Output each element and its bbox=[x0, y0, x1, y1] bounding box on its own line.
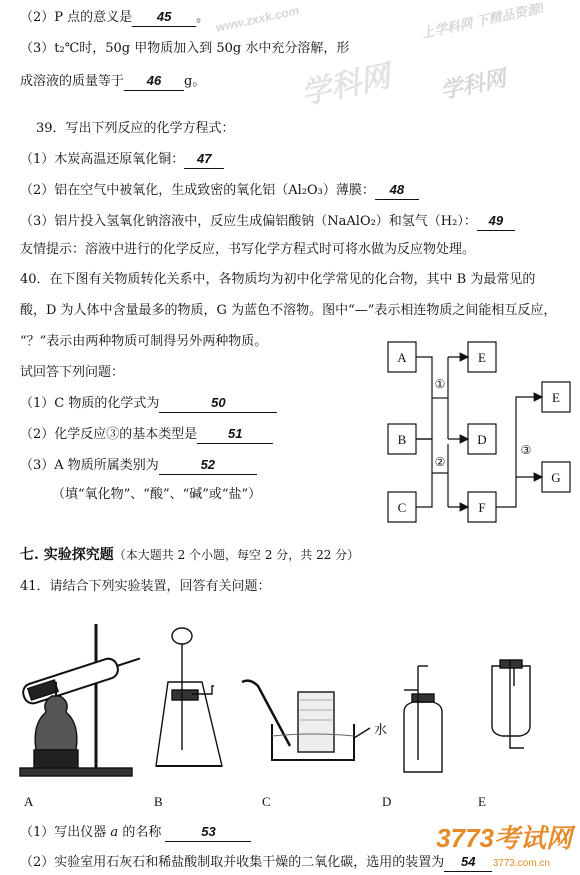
brand-watermark: 3773考试网 bbox=[436, 823, 572, 853]
apparatus-D bbox=[404, 666, 442, 772]
q39-part3 bbox=[20, 212, 515, 231]
q40-stem-1: 40．在下图有关物质转化关系中，各物质均为初中化学常见的化合物，其中 B 为最常见的 bbox=[20, 272, 536, 287]
answer-blank-46[interactable]: 46 bbox=[124, 72, 184, 91]
section7-title: 七. 实验探究题 bbox=[20, 547, 114, 563]
q38-part3-line2 bbox=[20, 72, 205, 91]
q41-p1-text: （1）写出仪器 bbox=[20, 825, 107, 840]
section7-note: （本大题共 2 个小题，每空 2 分，共 22 分） bbox=[113, 548, 360, 562]
q40-stem-2: 酸，D 为人体中含量最多的物质，G 为蓝色不溶物。图中“—”表示相连物质之间能相互反应， bbox=[20, 303, 557, 318]
label-E-right: E bbox=[552, 390, 560, 405]
answer-blank-53[interactable]: 53 bbox=[165, 823, 251, 842]
q39-tip: 友情提示：溶液中进行的化学反应，书写化学方程式时可将水做为反应物处理。 bbox=[20, 242, 476, 257]
watermark-big: 学科网 bbox=[298, 59, 394, 111]
answer-blank-50[interactable]: 50 bbox=[159, 394, 277, 413]
q40-p1-text: （1）C 物质的化学式为 bbox=[20, 396, 160, 411]
q40-p2-text: （2）化学反应③的基本类型是 bbox=[20, 427, 198, 442]
apparatus-A bbox=[20, 624, 143, 776]
q38-p2-text: （2）P 点的意义是 bbox=[20, 10, 133, 25]
apparatus-label-D: D bbox=[382, 794, 392, 809]
q40-stem-3: “？”表示由两种物质可制得另外两种物质。 bbox=[20, 334, 268, 349]
q41-p1-variable: a bbox=[110, 825, 119, 840]
apparatus-B bbox=[156, 628, 222, 766]
q40-part2 bbox=[20, 425, 273, 444]
apparatus-label-E: E bbox=[478, 794, 486, 809]
label-E: E bbox=[478, 350, 486, 365]
answer-blank-54[interactable]: 54 bbox=[444, 853, 492, 872]
substance-relationship-diagram bbox=[384, 336, 576, 532]
answer-blank-47[interactable]: 47 bbox=[184, 150, 224, 169]
label-D: D bbox=[477, 432, 487, 447]
q41-p1-mid: 的名称 bbox=[122, 825, 162, 840]
apparatus-label-C: C bbox=[262, 794, 271, 809]
q40-part3-note: （填“氧化物”、“酸”、“碱”或“盐”） bbox=[52, 487, 262, 502]
q39-p1-text: （1）木炭高温还原氧化铜： bbox=[20, 152, 185, 167]
answer-blank-49[interactable]: 49 bbox=[477, 212, 515, 231]
answer-blank-45[interactable]: 45 bbox=[132, 8, 196, 27]
q38-part3-line1: （3）t₂℃时，50g 甲物质加入到 50g 水中充分溶解，形 bbox=[20, 41, 350, 56]
apparatus-C bbox=[242, 681, 387, 760]
section7-heading bbox=[20, 546, 359, 565]
q39-p2-text: （2）铝在空气中被氧化，生成致密的氧化铝（Al₂O₃）薄膜： bbox=[20, 183, 375, 198]
q40-part1 bbox=[20, 394, 277, 413]
answer-blank-52[interactable]: 52 bbox=[159, 456, 257, 475]
watermark-mid: 学科网 bbox=[438, 65, 509, 104]
reaction-3-marker: ③ bbox=[520, 443, 532, 457]
q38-p3-suffix: g。 bbox=[184, 74, 206, 89]
q41-p2-text: （2）实验室用石灰石和稀盐酸制取并收集干燥的二氧化碳，选用的装置为 bbox=[20, 855, 445, 870]
apparatus-illustrations bbox=[14, 620, 570, 790]
answer-blank-51[interactable]: 51 bbox=[197, 425, 273, 444]
watermark-url: www.zxxk.com bbox=[214, 3, 301, 35]
brand-url: 3773.com.cn bbox=[492, 858, 550, 869]
answer-blank-48[interactable]: 48 bbox=[375, 181, 419, 200]
label-F: F bbox=[478, 500, 486, 515]
label-B: B bbox=[397, 432, 407, 447]
q40-ask: 试回答下列问题： bbox=[20, 365, 125, 380]
apparatus-label-A: A bbox=[24, 794, 34, 809]
label-C: C bbox=[397, 500, 407, 515]
label-A: A bbox=[397, 350, 407, 365]
q41-part2 bbox=[20, 853, 492, 872]
q41-stem: 41．请结合下列实验装置，回答有关问题： bbox=[20, 579, 271, 594]
apparatus-label-B: B bbox=[154, 794, 163, 809]
q39-part2 bbox=[20, 181, 419, 200]
q40-p3-text: （3）A 物质所属类别为 bbox=[20, 458, 159, 473]
label-G: G bbox=[551, 470, 561, 485]
q38-part2 bbox=[20, 8, 209, 27]
q38-p3-text: 成溶液的质量等于 bbox=[20, 74, 125, 89]
water-label: 水 bbox=[374, 722, 388, 737]
q39-part1 bbox=[20, 150, 224, 169]
q38-p2-suffix: 。 bbox=[196, 10, 210, 25]
reaction-1-marker: ① bbox=[434, 377, 446, 391]
q39-p3-text: （3）铝片投入氢氧化钠溶液中，反应生成偏铝酸钠（NaAlO₂）和氢气（H₂）： bbox=[20, 214, 477, 229]
q41-part1 bbox=[20, 823, 251, 842]
q40-part3 bbox=[20, 456, 257, 475]
apparatus-E bbox=[492, 660, 530, 748]
watermark-top: 上学科网 下精品资源! bbox=[420, 0, 546, 41]
q39-stem: 39．写出下列反应的化学方程式： bbox=[36, 121, 235, 136]
reaction-2-marker: ② bbox=[434, 455, 446, 469]
